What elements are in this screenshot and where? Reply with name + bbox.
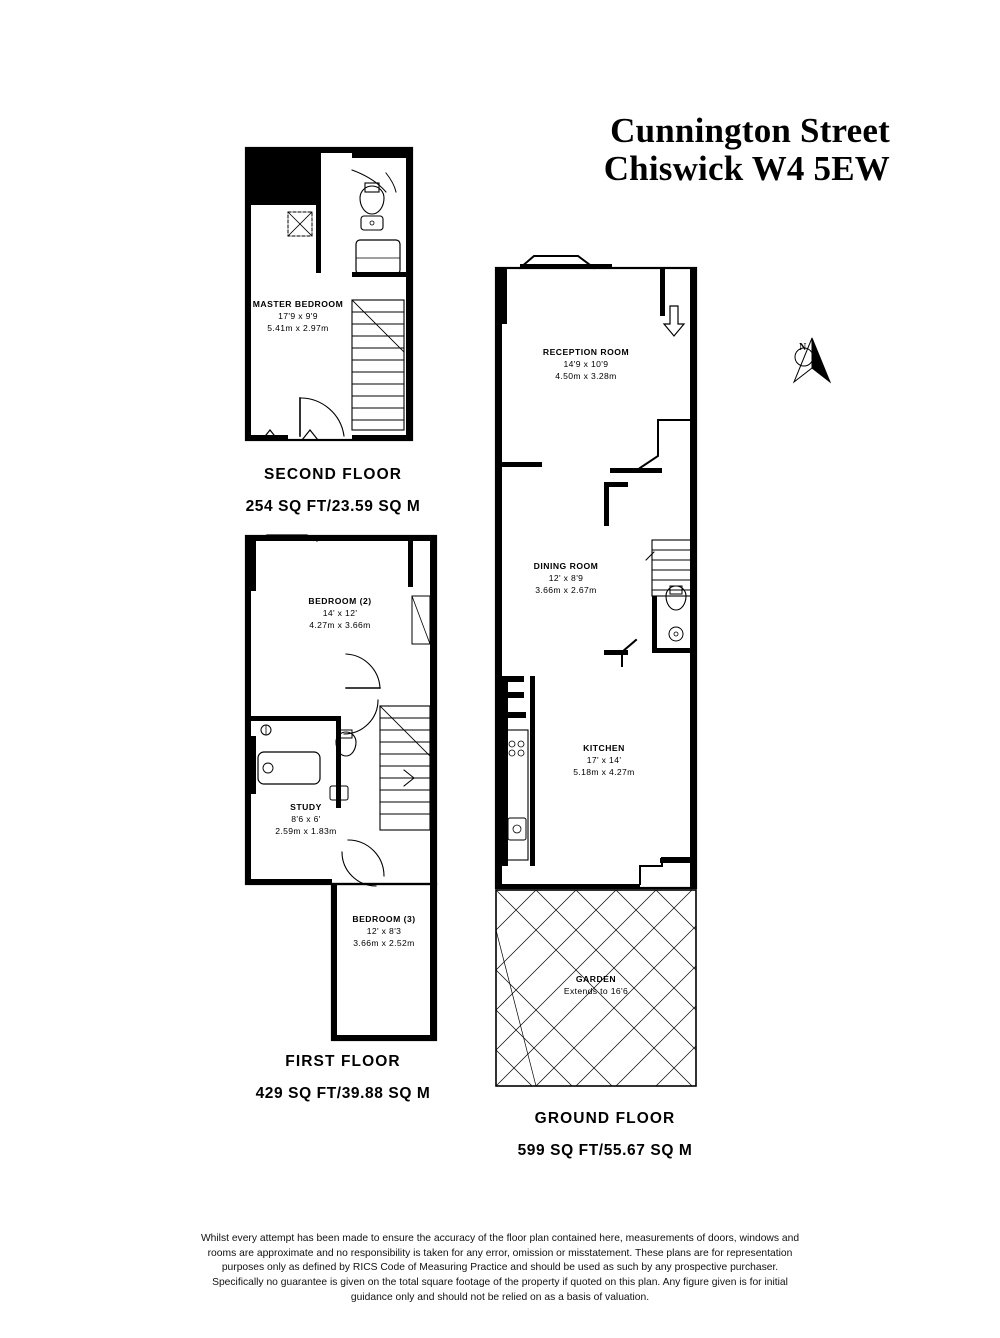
room-dimensions-imperial: 8'6 x 6' bbox=[291, 814, 321, 825]
floor-caption-first bbox=[253, 1053, 433, 1103]
room-label-garden bbox=[496, 973, 696, 997]
room-label-bedroom-3 bbox=[284, 913, 484, 950]
room-name: GARDEN bbox=[575, 974, 617, 984]
compass-icon bbox=[780, 330, 840, 392]
room-dimensions-imperial: 12' x 8'3 bbox=[366, 926, 402, 937]
room-name: BEDROOM (3) bbox=[352, 914, 416, 924]
floor-name: SECOND FLOOR bbox=[263, 466, 403, 483]
floor-area: 254 SQ FT/23.59 SQ M bbox=[245, 498, 421, 515]
room-dimensions-imperial: 12' x 8'9 bbox=[548, 573, 584, 584]
room-label-study bbox=[206, 801, 406, 838]
room-dimensions-metric: 3.66m x 2.52m bbox=[353, 938, 415, 949]
floor-name: GROUND FLOOR bbox=[534, 1110, 676, 1127]
room-dimensions-imperial: 14' x 12' bbox=[322, 608, 358, 619]
room-label-kitchen bbox=[504, 742, 704, 779]
second-floor-plan bbox=[246, 148, 412, 440]
disclaimer-line-1: Whilst every attempt has been made to ensure the accuracy of the floor plan contained here, measurements of doors, windows and bbox=[200, 1233, 800, 1244]
room-name: RECEPTION ROOM bbox=[542, 347, 630, 357]
room-dimensions-metric: 2.59m x 1.83m bbox=[275, 826, 337, 837]
room-dimensions-metric: 3.66m x 2.67m bbox=[535, 585, 597, 596]
floor-caption-ground bbox=[510, 1110, 700, 1160]
disclaimer-line-5: guidance only and should not be relied on as a basis of valuation. bbox=[350, 1291, 650, 1303]
disclaimer-line-3: purposes only as defined by RICS Code of Measuring Practice and should be used as such by any prospective purchaser. bbox=[221, 1262, 779, 1274]
floor-area: 429 SQ FT/39.88 SQ M bbox=[255, 1085, 431, 1102]
disclaimer-line-2: rooms are approximate and no responsibility is taken for any error, omission or misstatement. These plans are for representation bbox=[207, 1247, 793, 1259]
room-name: MASTER BEDROOM bbox=[252, 299, 344, 309]
floor-name: FIRST FLOOR bbox=[285, 1053, 401, 1070]
room-dimensions-imperial: 17'9 x 9'9 bbox=[278, 311, 318, 322]
room-dimensions-metric: 4.27m x 3.66m bbox=[309, 620, 371, 631]
title-area: Chiswick W4 5EW bbox=[603, 148, 890, 188]
title-street: Cunnington Street bbox=[610, 111, 890, 150]
room-dimensions-metric: 5.18m x 4.27m bbox=[573, 767, 635, 778]
room-label-master-bedroom bbox=[198, 298, 398, 335]
disclaimer bbox=[140, 1232, 860, 1306]
room-dimensions-imperial: 14'9 x 10'9 bbox=[563, 359, 609, 370]
room-dimensions-metric: 4.50m x 3.28m bbox=[555, 371, 617, 382]
room-name: STUDY bbox=[290, 802, 322, 812]
room-name: DINING ROOM bbox=[533, 561, 599, 571]
room-dimensions-metric: 5.41m x 2.97m bbox=[267, 323, 329, 334]
compass-north-label: N bbox=[799, 342, 807, 353]
page-title bbox=[604, 112, 890, 188]
floor-caption-second bbox=[243, 466, 423, 516]
room-dimensions-imperial: Extends to 16'6 bbox=[563, 986, 629, 997]
room-dimensions-imperial: 17' x 14' bbox=[586, 755, 622, 766]
disclaimer-line-4: Specifically no guarantee is given on the total square footage of the property if quoted on this plan. Any figure given is for initial bbox=[212, 1277, 788, 1289]
room-label-reception-room bbox=[486, 346, 686, 383]
room-name: KITCHEN bbox=[583, 743, 625, 753]
room-label-bedroom-2 bbox=[240, 595, 440, 632]
floor-area: 599 SQ FT/55.67 SQ M bbox=[517, 1142, 693, 1159]
room-name: BEDROOM (2) bbox=[308, 596, 372, 606]
room-label-dining-room bbox=[466, 560, 666, 597]
